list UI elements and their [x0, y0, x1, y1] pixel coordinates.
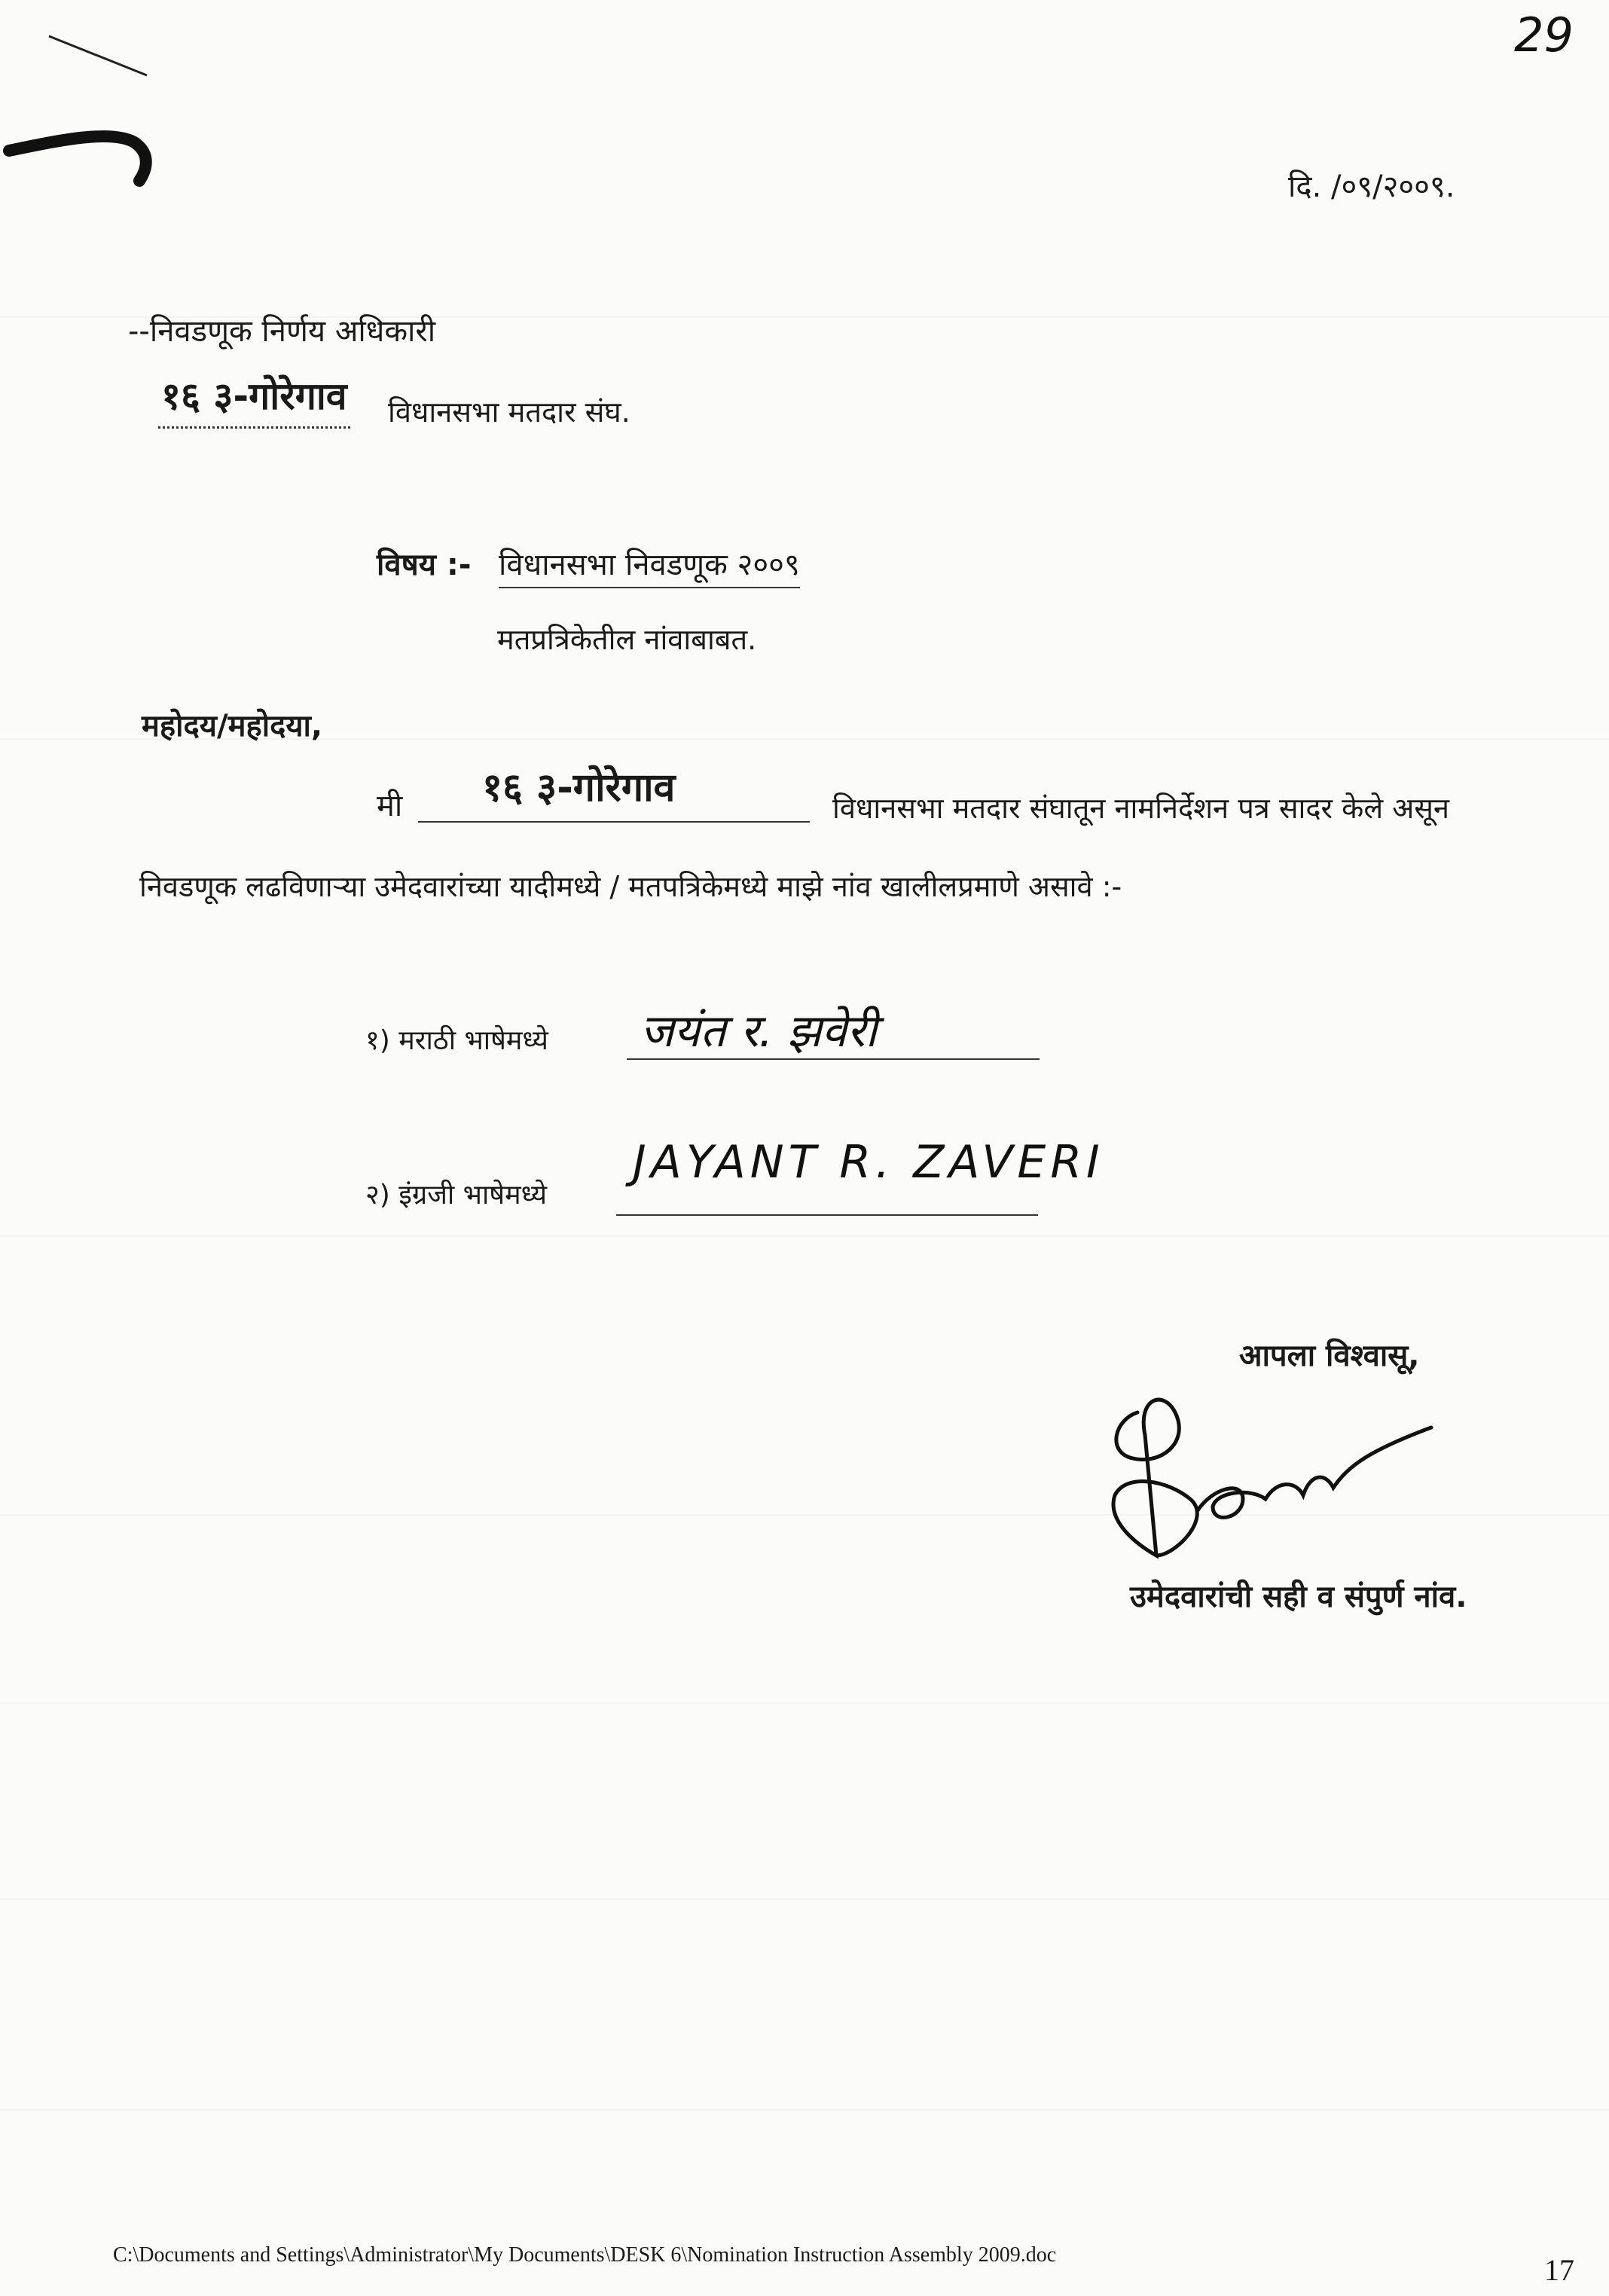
item-2-underline [616, 1214, 1038, 1216]
subject-text: विधानसभा निवडणूक २००९ [499, 542, 800, 588]
subject-line-2: मतप्रत्रिकेतील नांवाबाबत. [497, 623, 757, 656]
scan-artifact [0, 1235, 1609, 1237]
page-number: 17 [1544, 2253, 1574, 2287]
item-1-handwritten-value: जयंत र. झवेरी [640, 1005, 878, 1058]
item-2-handwritten-value: JAYANT R. ZAVERI [633, 1136, 1104, 1189]
scan-artifact [0, 2109, 1609, 2111]
footer-file-path: C:\Documents and Settings\Administrator\My Documents\DESK 6\Nomination Instruction Assembly 2009.doc [113, 2243, 1057, 2267]
addressee-line: --निवडणूक निर्णय अधिकारी [128, 314, 436, 349]
page-corner-number: 29 [1514, 8, 1574, 63]
body-intro: मी [377, 789, 403, 823]
closing-phrase: आपला विश्वासू, [1239, 1339, 1420, 1373]
subject-label: विषय :- [377, 548, 472, 582]
body-line-2: निवडणूक लढविणाऱ्या उमेदवारांच्या यादीमध्ये / मतपत्रिकेमध्ये माझे नांव खालीलप्रमाणे असावे :- [139, 870, 1122, 903]
scan-artifact [0, 1898, 1609, 1900]
body-line-1-rest: विधानसभा मतदार संघातून नामनिर्देशन पत्र सादर केले असून [832, 792, 1450, 825]
date-line: दि. /०९/२००९. [1288, 169, 1455, 204]
signature-caption: उमेदवारांची सही व संपुर्ण नांव. [1130, 1580, 1467, 1614]
pen-stroke-mark [0, 15, 181, 188]
constituency-name-field: १६ ३-गोरेगाव [158, 369, 350, 429]
item-1-label: १) मराठी भाषेमध्ये [365, 1025, 548, 1056]
body-constituency-field: १६ ३-गोरेगाव [482, 765, 676, 811]
constituency-suffix: विधानसभा मतदार संघ. [388, 395, 630, 429]
scan-artifact [0, 1702, 1609, 1704]
item-2-label: २) इंग्रजी भाषेमध्ये [365, 1180, 548, 1211]
name-blank-underline [418, 821, 810, 823]
salutation: महोदय/महोदया, [142, 709, 323, 743]
signature-image [1085, 1367, 1476, 1586]
